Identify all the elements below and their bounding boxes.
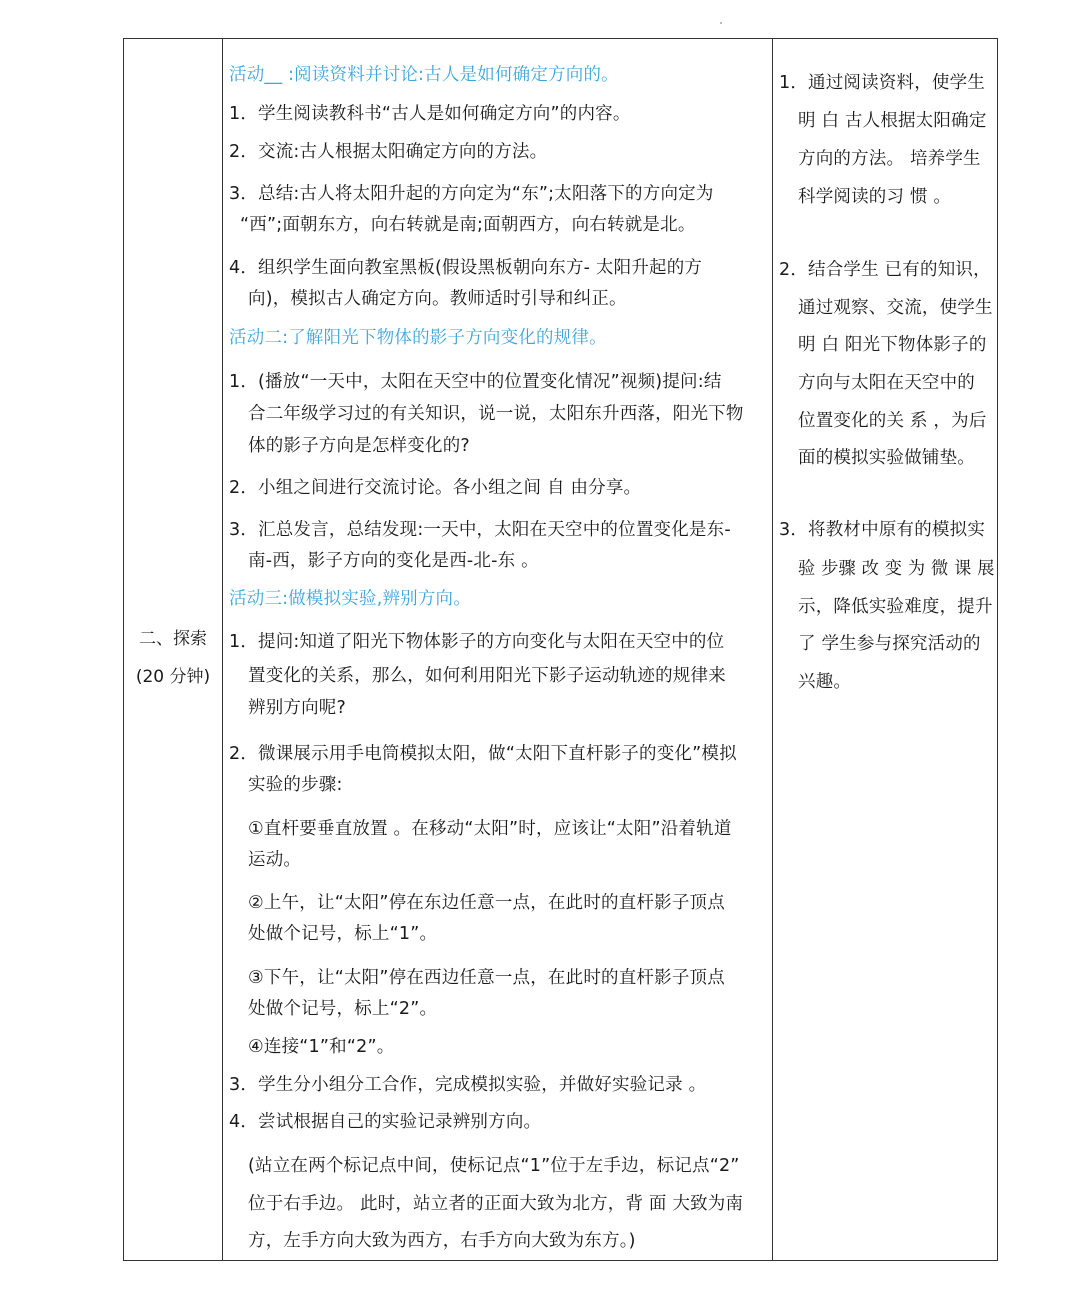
activity-3-step-4: 4．尝试根据自己的实验记录辨别方向。 (229, 1112, 542, 1132)
column-divider-1 (222, 38, 223, 1261)
procedure-1-line-1: ①直杆要垂直放置 。在移动“太阳”时，应该让“太阳”沿着轨道 (248, 819, 732, 839)
activity-3-heading: 活动三:做模拟实验,辨别方向。 (229, 589, 471, 609)
procedure-3-line-1: ③下午，让“太阳”停在西边任意一点，在此时的直杆影子顶点 (248, 968, 725, 988)
purpose-2-line-2: 通过观察、交流，使学生 (798, 298, 993, 318)
activity-1-step-4-line-2: 向)，模拟古人确定方向。教师适时引导和纠正。 (248, 289, 627, 309)
table-top-border (123, 38, 998, 39)
stage-name: 二、探索 (139, 629, 207, 649)
purpose-2-line-6: 面的模拟实验做铺垫。 (798, 448, 975, 468)
purpose-3-line-4: 了 学生参与探究活动的 (798, 634, 981, 654)
activity-2-step-3-line-2: 南-西，影子方向的变化是西-北-东 。 (248, 551, 539, 571)
activity-1-step-4-line-1: 4．组织学生面向教室黑板(假设黑板朝向东方- 太阳升起的方 (229, 258, 703, 278)
activity-3-step-1-line-2: 置变化的关系，那么，如何利用阳光下影子运动轨迹的规律来 (248, 666, 726, 686)
purpose-3-line-1: 3．将教材中原有的模拟实 (779, 520, 986, 540)
purpose-3-line-3: 示，降低实验难度，提升 (798, 597, 993, 617)
activity-2-step-1-line-1: 1．(播放“一天中，太阳在天空中的位置变化情况”视频)提问:结 (229, 372, 722, 392)
procedure-2-line-1: ②上午，让“太阳”停在东边任意一点，在此时的直杆影子顶点 (248, 893, 725, 913)
activity-2-step-1-line-3: 体的影子方向是怎样变化的? (248, 436, 470, 456)
activity-1-step-2: 2．交流:古人根据太阳确定方向的方法。 (229, 142, 548, 162)
activity-1-step-3-line-2: “西”;面朝东方，向右转就是南;面朝西方，向右转就是北。 (240, 215, 696, 235)
purpose-2-line-3: 明 白 阳光下物体影子的 (798, 335, 987, 355)
purpose-2-line-1: 2．结合学生 已有的知识， (779, 260, 991, 280)
table-right-border (997, 38, 998, 1261)
purpose-2-line-5: 位置变化的关 系 ，为后 (798, 411, 987, 431)
activity-3-step-2-line-2: 实验的步骤: (248, 775, 343, 795)
activity-3-step-3: 3．学生分小组分工合作，完成模拟实验，并做好实验记录 。 (229, 1075, 707, 1095)
activity-1-heading: 活动__ :阅读资料并讨论:古人是如何确定方向的。 (229, 65, 619, 85)
column-divider-2 (772, 38, 773, 1261)
table-bottom-border (123, 1260, 998, 1261)
procedure-4: ④连接“1”和“2”。 (248, 1037, 395, 1057)
purpose-1-line-3: 方向的方法。 培养学生 (798, 149, 981, 169)
activity-3-step-1-line-1: 1．提问:知道了阳光下物体影子的方向变化与太阳在天空中的位 (229, 632, 725, 652)
purpose-1-line-4: 科学阅读的习 惯 。 (798, 187, 952, 207)
purpose-2-line-4: 方向与太阳在天空中的 (798, 373, 975, 393)
activity-3-note-line-2: 位于右手边。 此时，站立者的正面大致为北方，背 面 大致为南 (248, 1194, 744, 1214)
activity-3-step-2-line-1: 2．微课展示用手电筒模拟太阳，做“太阳下直杆影子的变化”模拟 (229, 744, 737, 764)
activity-1-step-3-line-1: 3．总结:古人将太阳升起的方向定为“东”;太阳落下的方向定为 (229, 184, 714, 204)
procedure-2-line-2: 处做个记号，标上“1”。 (248, 924, 438, 944)
activity-2-heading: 活动二:了解阳光下物体的影子方向变化的规律。 (229, 328, 607, 348)
activity-2-step-1-line-2: 合二年级学习过的有关知识，说一说，太阳东升西落，阳光下物 (248, 404, 744, 424)
activity-2-step-2: 2．小组之间进行交流讨论。各小组之间 自 由分享。 (229, 478, 642, 498)
procedure-1-line-2: 运动。 (248, 850, 302, 870)
purpose-3-line-2: 验 步骤 改 变 为 微 课 展 (798, 559, 995, 579)
purpose-1-line-1: 1．通过阅读资料，使学生 (779, 73, 986, 93)
activity-1-step-1: 1．学生阅读教科书“古人是如何确定方向”的内容。 (229, 104, 631, 124)
activity-3-step-1-line-3: 辨别方向呢? (248, 698, 346, 718)
purpose-3-line-5: 兴趣。 (798, 672, 852, 692)
stage-duration: (20 分钟) (135, 667, 211, 687)
purpose-1-line-2: 明 白 古人根据太阳确定 (798, 111, 987, 131)
scan-dot (720, 22, 722, 24)
activity-3-note-line-3: 方，左手方向大致为西方，右手方向大致为东方。) (248, 1231, 636, 1251)
stage-cell (124, 620, 222, 696)
activity-3-note-line-1: (站立在两个标记点中间，使标记点“1”位于左手边，标记点“2” (248, 1156, 740, 1176)
activity-2-step-3-line-1: 3．汇总发言，总结发现:一天中，太阳在天空中的位置变化是东- (229, 520, 731, 540)
procedure-3-line-2: 处做个记号，标上“2”。 (248, 999, 438, 1019)
